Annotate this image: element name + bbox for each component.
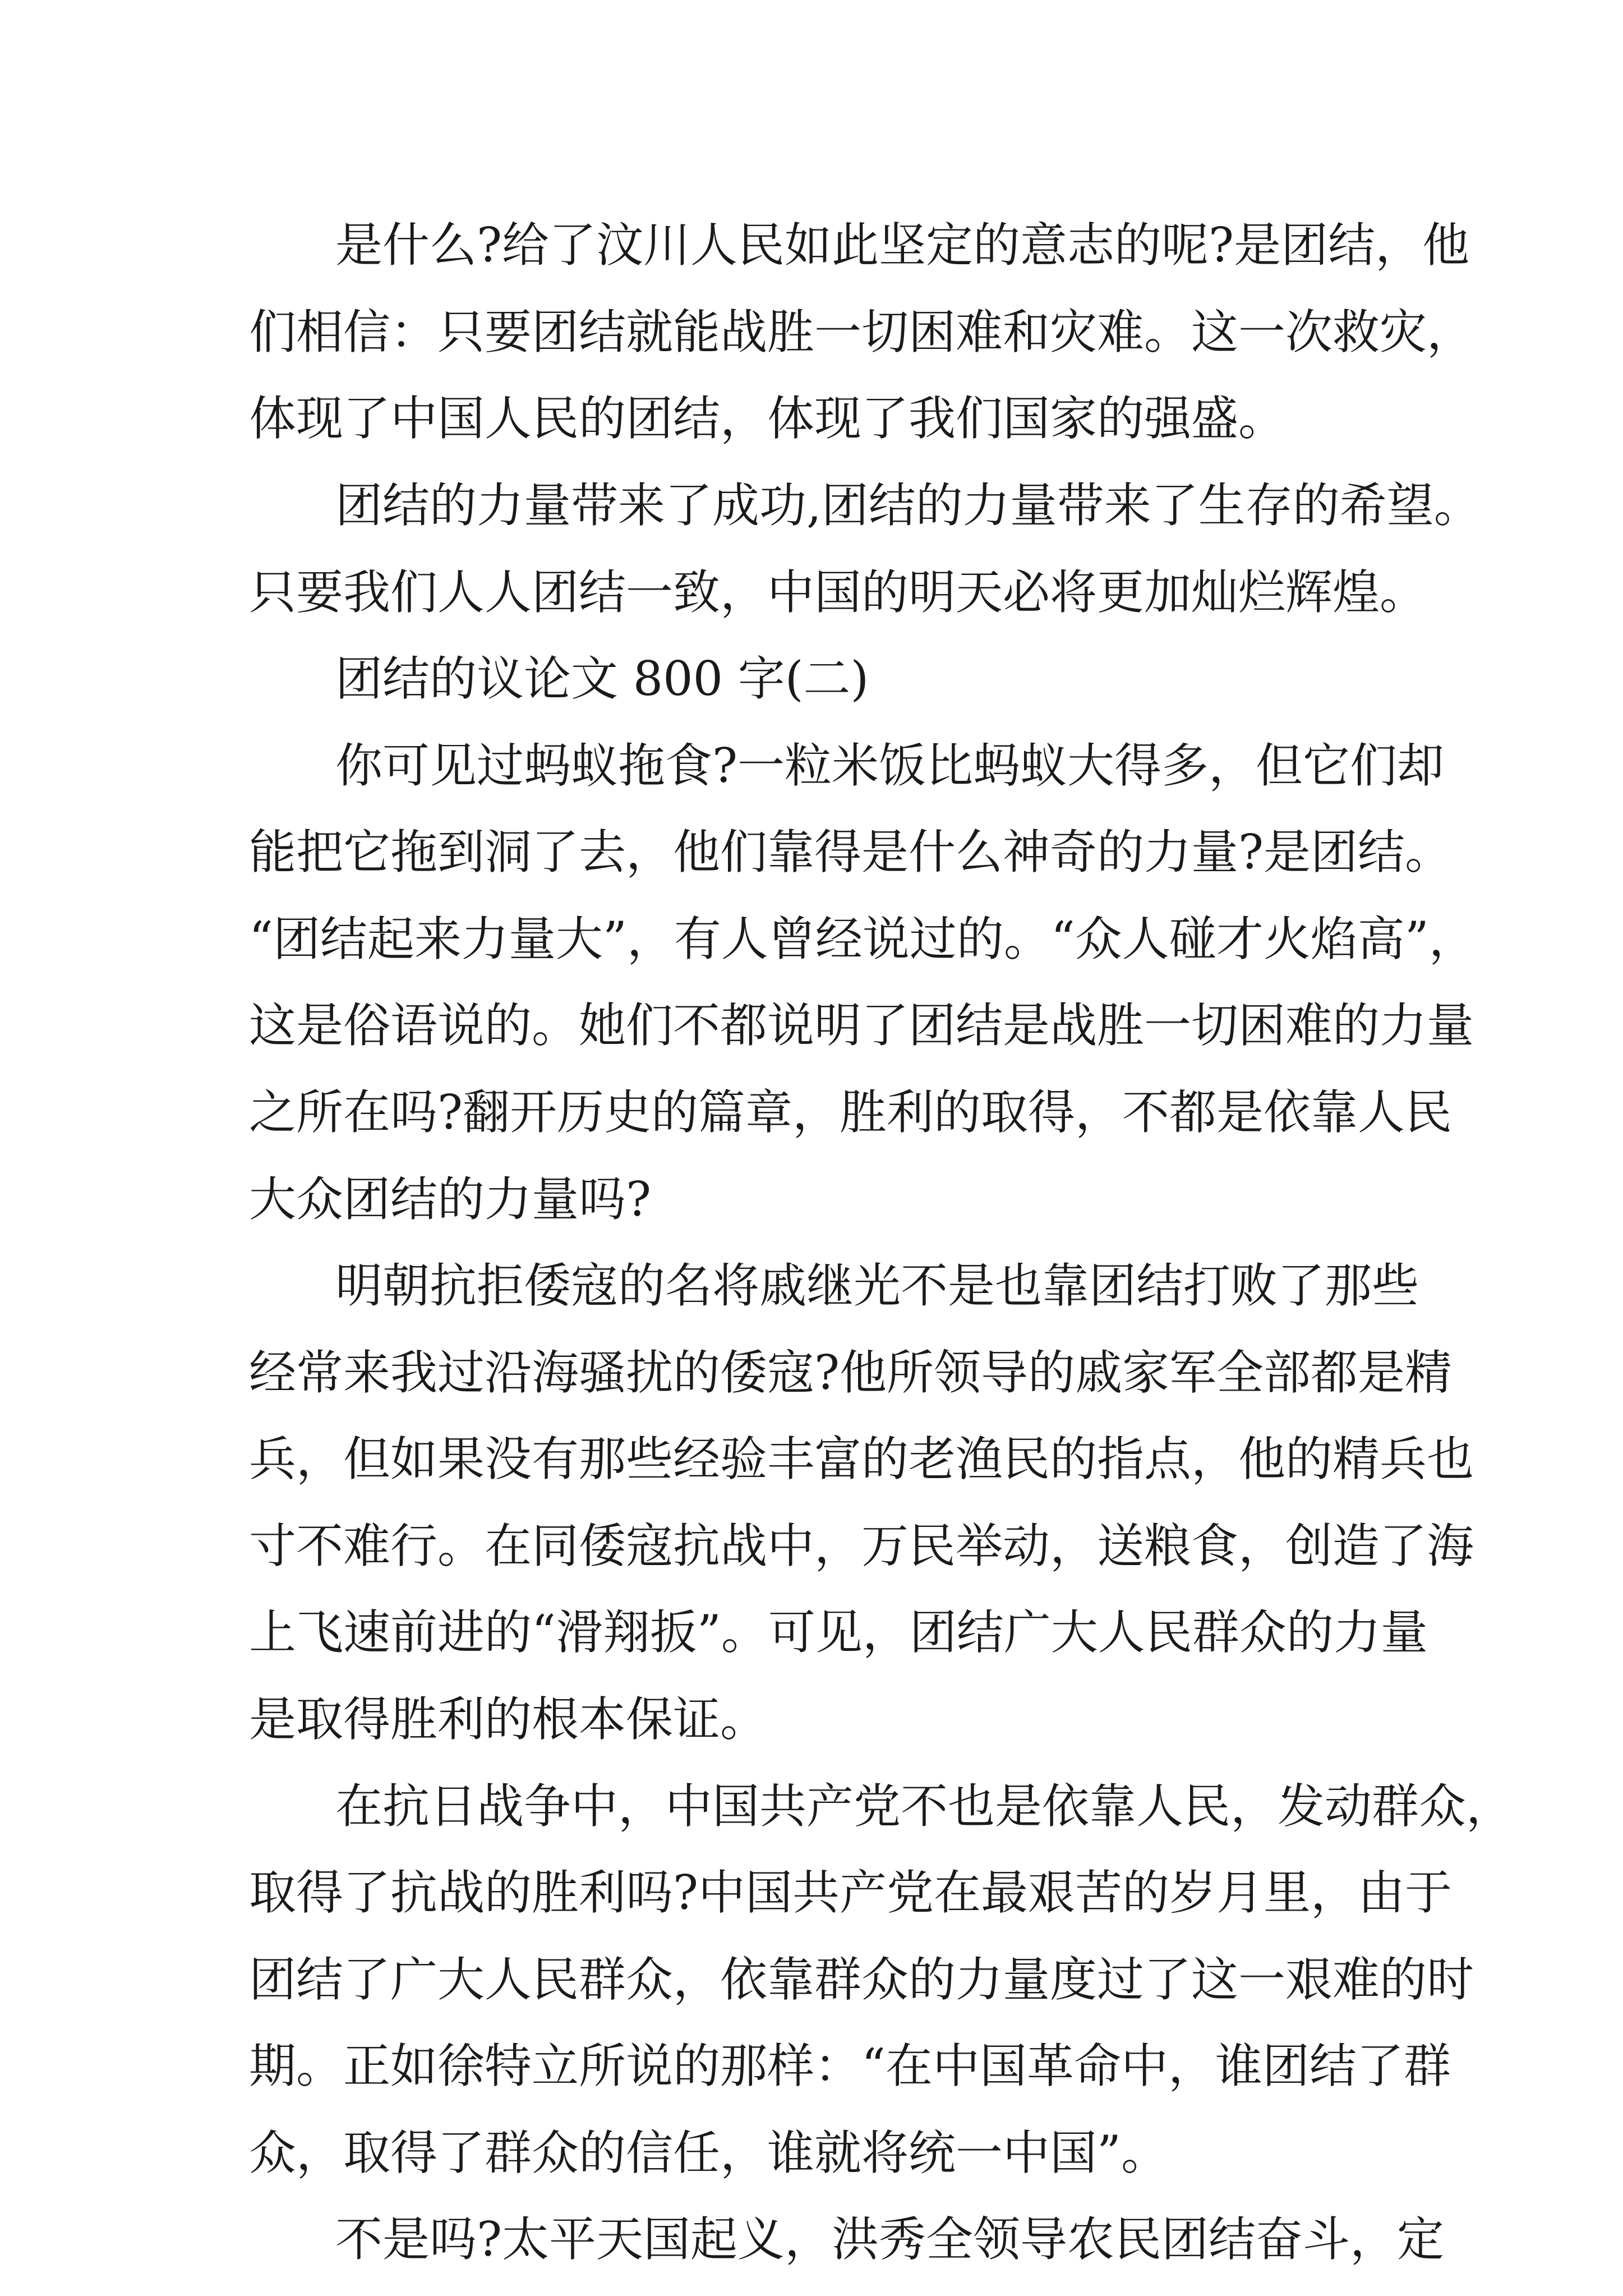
text-line: 你可见过蚂蚁拖食?一粒米饭比蚂蚁大得多，但它们却 [335, 738, 1445, 793]
text-line: 这是俗语说的。她们不都说明了团结是战胜一切困难的力量 [249, 998, 1474, 1053]
text-line: 经常来我过沿海骚扰的倭寇?他所领导的戚家军全部都是精 [249, 1345, 1453, 1400]
text-line: 兵，但如果没有那些经验丰富的老渔民的指点，他的精兵也 [249, 1432, 1474, 1487]
text-line: 之所在吗?翻开历史的篇章，胜利的取得，不都是依靠人民 [249, 1085, 1453, 1140]
text-line: 们相信：只要团结就能战胜一切困难和灾难。这一次救灾， [249, 305, 1474, 360]
section-heading: 团结的议论文 800 字(二) [335, 651, 869, 706]
text-line: 期。正如徐特立所说的那样：“在中国革命中，谁团结了群 [249, 2039, 1451, 2093]
text-line: 是取得胜利的根本保证。 [249, 1692, 768, 1747]
text-line: 体现了中国人民的团结，体现了我们国家的强盛。 [249, 391, 1286, 446]
text-line: 上飞速前进的“滑翔扳”。可见，团结广大人民群众的力量 [249, 1605, 1428, 1660]
text-line: 团结的力量带来了成功,团结的力量带来了生存的希望。 [335, 478, 1481, 533]
text-line: 在抗日战争中，中国共产党不也是依靠人民，发动群众， [335, 1779, 1514, 1834]
text-line: 寸不难行。在同倭寇抗战中，万民举动，送粮食，创造了海 [249, 1519, 1474, 1573]
text-line: “团结起来力量大”，有人曾经说过的。“众人碰才火焰高”， [249, 912, 1476, 967]
text-line: 不是吗?太平天国起义，洪秀全领导农民团结奋斗，定 [335, 2212, 1445, 2267]
text-line: 明朝抗拒倭寇的名将戚继光不是也靠团结打败了那些 [335, 1258, 1419, 1313]
text-line: 是什么?给了汶川人民如此坚定的意志的呢?是团结，他 [335, 218, 1470, 273]
text-line: 取得了抗战的胜利吗?中国共产党在最艰苦的岁月里，由于 [249, 1865, 1453, 1920]
text-line: 团结了广大人民群众，依靠群众的力量度过了这一艰难的时 [249, 1952, 1474, 2007]
text-line: 大众团结的力量吗? [249, 1172, 652, 1227]
text-line: 众，取得了群众的信任，谁就将统一中国”。 [249, 2125, 1168, 2180]
text-line: 只要我们人人团结一致，中国的明天必将更加灿烂辉煌。 [249, 565, 1427, 620]
text-line: 能把它拖到洞了去，他们靠得是什么神奇的力量?是团结。 [249, 825, 1453, 880]
